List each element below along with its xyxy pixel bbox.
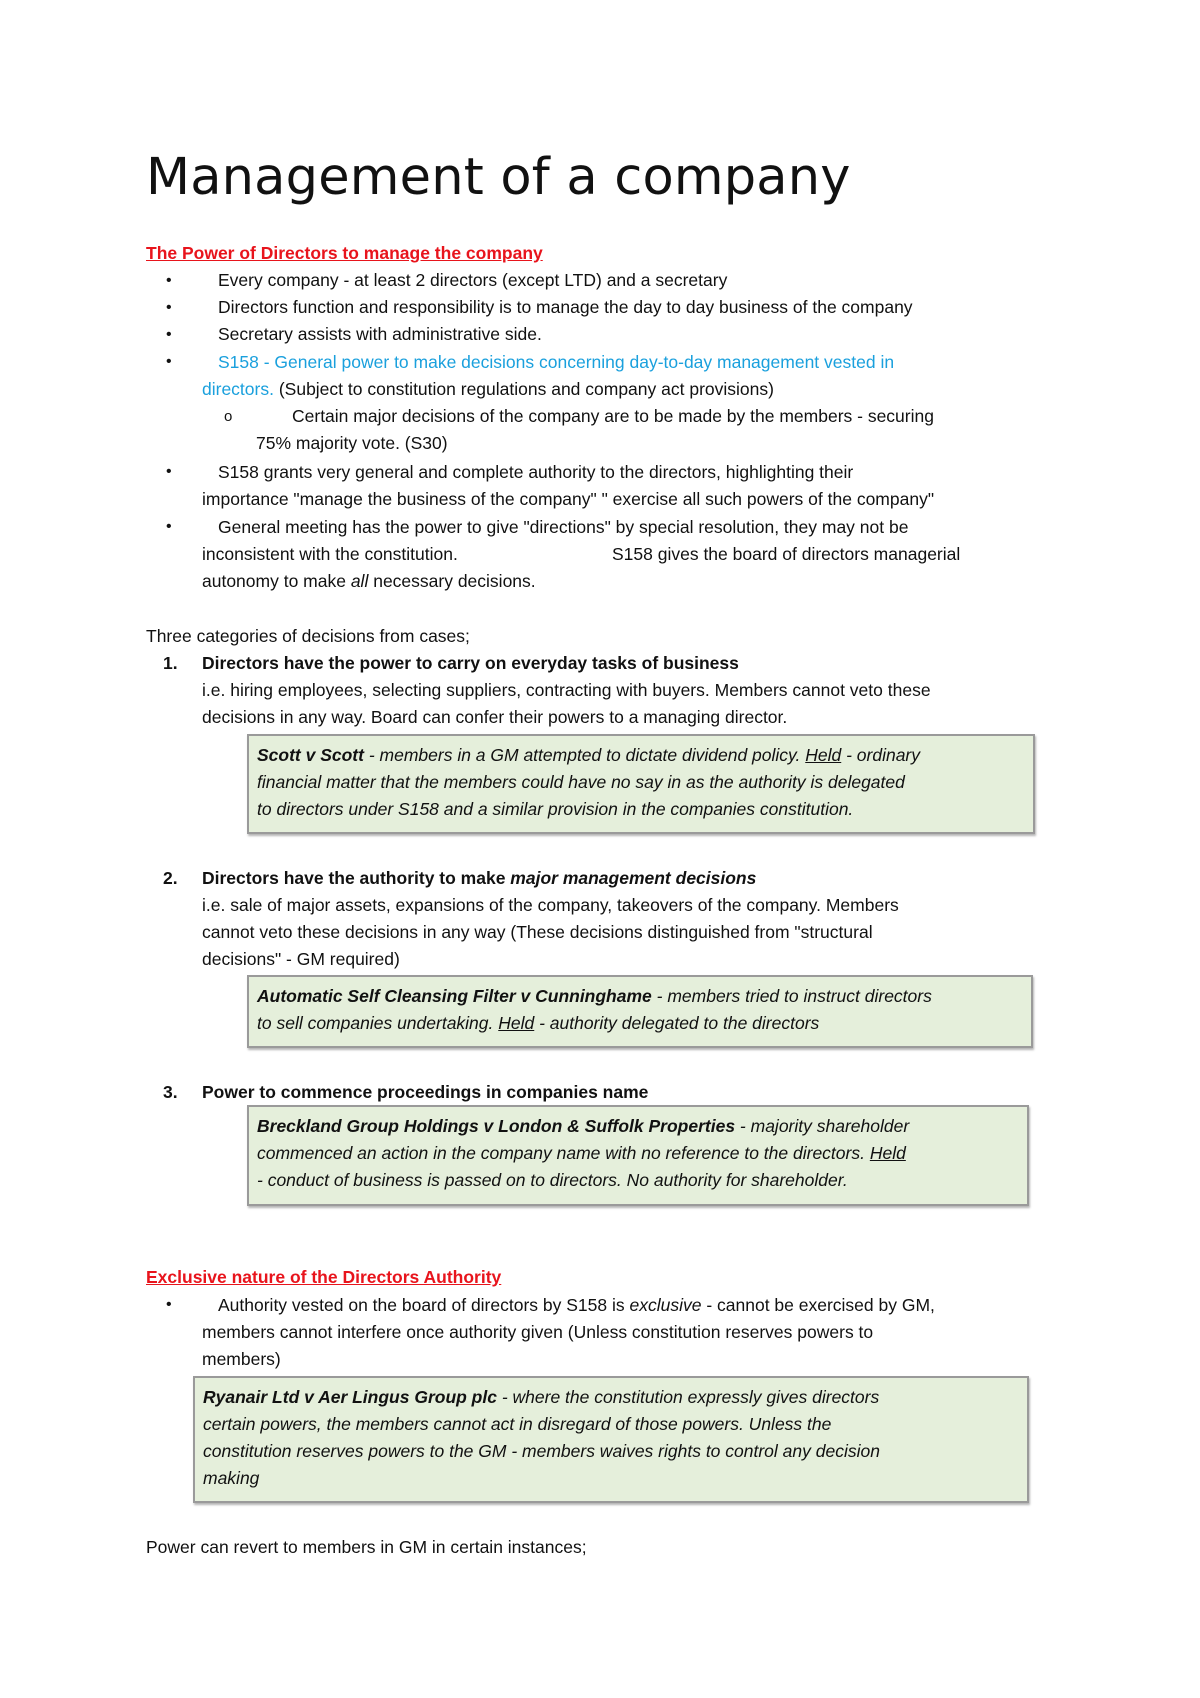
bullet-text-continued: S158 gives the board of directors managerial — [612, 544, 961, 564]
s158-highlight-cont: directors. — [202, 379, 274, 399]
category-text: cannot veto these decisions in any way (These decisions distinguished from "structural — [202, 922, 873, 942]
bullet-icon: • — [166, 299, 172, 316]
bullet-icon: • — [166, 518, 172, 535]
bullet-text: General meeting has the power to give "directions" by special resolution, they may not be — [218, 517, 909, 537]
bullet-text-rest: (Subject to constitution regulations and company act provisions) — [273, 379, 774, 399]
category-text: decisions in any way. Board can confer their powers to a managing director. — [202, 707, 788, 727]
category-heading: Directors have the power to carry on everyday tasks of business — [202, 653, 739, 673]
bullet-text-continued: members cannot interfere once authority given (Unless constitution reserves powers to — [202, 1322, 874, 1342]
bullet-icon: • — [166, 272, 172, 289]
sub-bullet-text: Certain major decisions of the company are to be made by the members - securing — [292, 406, 934, 426]
case-name: Ryanair Ltd v Aer Lingus Group plc — [203, 1387, 497, 1407]
bullet-text: Every company - at least 2 directors (except LTD) and a secretary — [218, 270, 728, 290]
s158-highlight: S158 - General power to make decisions concerning day-to-day management vested in — [218, 352, 895, 372]
closing-line: Power can revert to members in GM in certain instances; — [146, 1537, 587, 1557]
category-heading: Power to commence proceedings in companies name — [202, 1082, 649, 1102]
case-name: Scott v Scott — [257, 745, 364, 765]
section-heading-exclusive-nature: Exclusive nature of the Directors Authority — [146, 1267, 502, 1287]
bullet-icon: • — [166, 326, 172, 343]
bullet-icon: • — [166, 463, 172, 480]
sub-bullet-text-cont: 75% majority vote. (S30) — [256, 433, 448, 453]
bullet-icon: • — [166, 353, 172, 370]
held-label: Held — [805, 745, 842, 765]
held-label: Held — [498, 1013, 535, 1033]
category-text: i.e. sale of major assets, expansions of the company, takeovers of the company. Members — [202, 895, 899, 915]
case-box-breckland: Breckland Group Holdings v London & Suffolk Properties - majority shareholder commenced an action in the company name with no reference to the directors. Held - conduct of business is passed on to directors. No authority for shareholder. — [247, 1105, 1029, 1206]
categories-intro: Three categories of decisions from cases; — [146, 626, 470, 646]
list-number: 1. — [163, 653, 178, 673]
category-text: decisions" - GM required) — [202, 949, 400, 969]
bullet-text: Directors function and responsibility is to manage the day to day business of the company — [218, 297, 913, 317]
held-label: Held — [869, 1143, 906, 1163]
list-number: 3. — [163, 1082, 178, 1102]
sub-bullet-icon: o — [224, 408, 233, 425]
bullet-text-continued: members) — [202, 1349, 281, 1369]
page-title: Management of a company — [146, 148, 851, 207]
case-name: Breckland Group Holdings v London & Suffolk Properties — [257, 1116, 736, 1136]
case-box-scott-v-scott: Scott v Scott - members in a GM attempted to dictate dividend policy. Held - ordinary financial matter that the members could have no say in as the authority is delegated to directors under S158 and a similar provision in the companies constitution. — [247, 734, 1035, 834]
case-box-automatic-self-cleansing: Automatic Self Cleansing Filter v Cunninghame - members tried to instruct directors to sell companies undertaking. Held - authority delegated to the directors — [247, 975, 1033, 1048]
list-number: 2. — [163, 868, 178, 888]
case-box-ryanair: Ryanair Ltd v Aer Lingus Group plc - where the constitution expressly gives directors certain powers, the members cannot act in disregard of those powers. Unless the constitution reserves powers to the GM - members waives rights to control any decision making — [193, 1376, 1029, 1503]
category-heading: Directors have the authority to make major management decisions — [202, 868, 757, 888]
bullet-icon: • — [166, 1296, 172, 1313]
bullet-text: Secretary assists with administrative side. — [218, 324, 542, 344]
category-text: i.e. hiring employees, selecting suppliers, contracting with buyers. Members cannot veto these — [202, 680, 931, 700]
bullet-text: Authority vested on the board of directors by S158 is exclusive - cannot be exercised by GM, — [218, 1295, 935, 1315]
bullet-text: S158 grants very general and complete authority to the directors, highlighting their — [218, 462, 854, 482]
bullet-text-continued: importance "manage the business of the company" " exercise all such powers of the company" — [202, 489, 935, 509]
bullet-text-continued: autonomy to make all necessary decisions. — [202, 571, 536, 591]
section-heading-power-of-directors: The Power of Directors to manage the company — [146, 243, 543, 263]
bullet-text-continued: inconsistent with the constitution. — [202, 544, 458, 564]
case-name: Automatic Self Cleansing Filter v Cunninghame — [257, 986, 652, 1006]
bullet-text-continued — [202, 376, 774, 403]
